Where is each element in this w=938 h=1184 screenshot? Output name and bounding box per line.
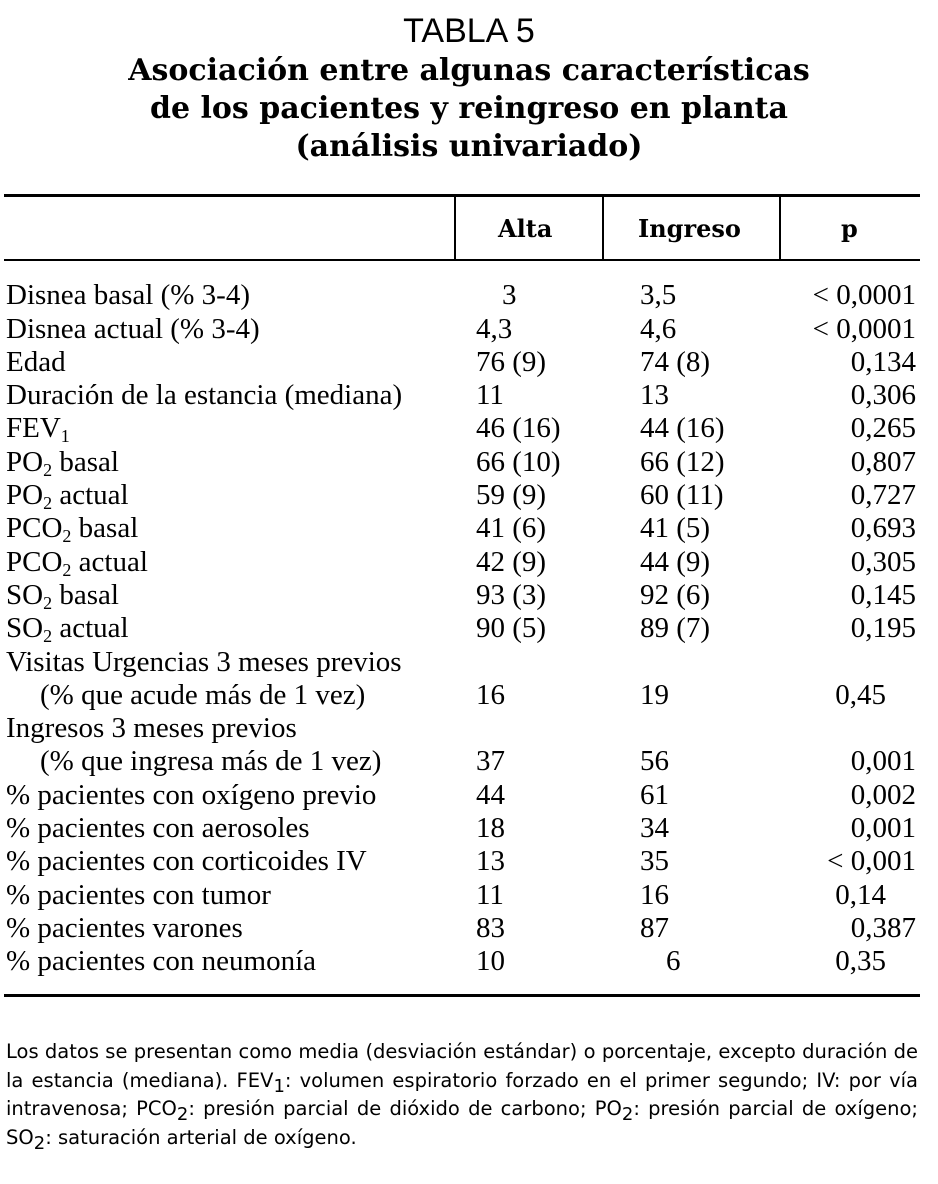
- row-label: $PO_2$ actual: [6, 479, 129, 514]
- header-divider-3: [779, 196, 781, 259]
- ingreso-value: 66 (12): [640, 445, 725, 478]
- p-value: 0,306: [850, 379, 916, 412]
- row-label: Visitas Urgencias 3 meses previos (% que acude más de 1 vez): [6, 645, 402, 711]
- table-row: [0, 445, 938, 478]
- p-value: < 0,0001: [812, 279, 916, 312]
- p-value: 0,001: [850, 812, 916, 845]
- alta-value: 42 (9): [476, 545, 547, 578]
- ingreso-value: 60 (11): [640, 479, 724, 512]
- alta-value: 90 (5): [476, 612, 547, 645]
- row-label: $FEV_1$: [6, 412, 70, 447]
- ingreso-value: 44 (16): [640, 412, 725, 445]
- p-value: 0,134: [850, 345, 916, 378]
- header-alta: Alta: [498, 214, 553, 243]
- alta-value: 11: [476, 379, 504, 412]
- header-divider-1: [454, 196, 456, 259]
- row-label: % pacientes varones: [6, 911, 243, 944]
- alta-value: 46 (16): [476, 412, 561, 445]
- ingreso-value: 16: [640, 878, 669, 911]
- alta-value: 18: [476, 812, 505, 845]
- ingreso-value: 6: [666, 945, 681, 978]
- alta-value: 11: [476, 878, 504, 911]
- table-row: [0, 845, 938, 878]
- row-label: Edad: [6, 345, 66, 378]
- table-bottom-rule: [4, 994, 920, 997]
- alta-value: 10: [476, 945, 505, 978]
- table-footnote: Los datos se presentan como media (desviación estándar) o porcentaje, excepto duración de la estancia (mediana). $FEV_1$: volumen espiratorio forzado en el primer segundo; IV: por vía intravenosa; $PCO_2$: presión parcial de dióxido de carbono; $PO_2$: presión parcial de oxígeno; $SO_2$: saturación arterial de oxígeno.: [6, 1040, 918, 1154]
- table-row: [0, 379, 938, 412]
- ingreso-value: 89 (7): [640, 612, 711, 645]
- alta-value: 83: [476, 911, 505, 944]
- table-row: [0, 579, 938, 612]
- table-row: [0, 479, 938, 512]
- alta-value: 76 (9): [476, 345, 547, 378]
- table-top-rule: [4, 194, 920, 197]
- table-title-line-2: de los pacientes y reingreso en planta: [150, 91, 788, 126]
- table-row: [0, 712, 938, 779]
- p-value: < 0,0001: [812, 312, 916, 345]
- table-row: [0, 612, 938, 645]
- ingreso-value: 56: [640, 745, 669, 778]
- ingreso-value: 74 (8): [640, 345, 711, 378]
- table-row: [0, 778, 938, 811]
- p-value: 0,002: [850, 778, 916, 811]
- ingreso-value: 87: [640, 911, 669, 944]
- table-title-block: [0, 10, 938, 166]
- row-label: % pacientes con aerosoles: [6, 812, 310, 845]
- ingreso-value: 35: [640, 845, 669, 878]
- table-row: [0, 545, 938, 578]
- p-value: 0,001: [850, 745, 916, 778]
- p-value: 0,14: [835, 878, 886, 911]
- p-value: 0,305: [850, 545, 916, 578]
- row-label: Disnea basal (% 3-4): [6, 279, 250, 312]
- p-value: 0,387: [850, 911, 916, 944]
- ingreso-value: 19: [640, 678, 669, 711]
- p-value: 0,265: [850, 412, 916, 445]
- table-body: [0, 279, 938, 978]
- alta-value: 66 (10): [476, 445, 561, 478]
- ingreso-value: 3,5: [640, 279, 677, 312]
- p-value: 0,35: [835, 945, 886, 978]
- p-value: < 0,001: [827, 845, 916, 878]
- table-row: [0, 512, 938, 545]
- alta-value: 4,3: [476, 312, 513, 345]
- ingreso-value: 92 (6): [640, 578, 711, 611]
- alta-value: 41 (6): [476, 512, 547, 545]
- row-label: $PCO_2$ basal: [6, 512, 139, 547]
- table-row: [0, 412, 938, 445]
- p-value: 0,195: [850, 612, 916, 645]
- alta-value: 44: [476, 778, 505, 811]
- alta-value: 93 (3): [476, 578, 547, 611]
- header-ingreso: Ingreso: [638, 214, 741, 243]
- row-label: % pacientes con corticoides IV: [6, 845, 367, 878]
- table-row: [0, 812, 938, 845]
- header-p: p: [841, 214, 858, 243]
- header-bottom-rule: [4, 259, 920, 261]
- row-label: Disnea actual (% 3-4): [6, 312, 260, 345]
- table-row: [0, 312, 938, 345]
- ingreso-value: 34: [640, 812, 669, 845]
- table-title-line-3: (análisis univariado): [295, 129, 643, 164]
- p-value: 0,145: [850, 578, 916, 611]
- row-label: $SO_2$ actual: [6, 612, 129, 647]
- alta-value: 37: [476, 745, 505, 778]
- row-label: $PO_2$ basal: [6, 445, 119, 480]
- p-value: 0,693: [850, 512, 916, 545]
- alta-value: 59 (9): [476, 479, 547, 512]
- header-divider-2: [602, 196, 604, 259]
- p-value: 0,727: [850, 479, 916, 512]
- ingreso-value: 44 (9): [640, 545, 711, 578]
- table-row: [0, 346, 938, 379]
- table-row: [0, 279, 938, 312]
- alta-value: 3: [502, 279, 517, 312]
- row-label: % pacientes con tumor: [6, 878, 271, 911]
- row-label: % pacientes con neumonía: [6, 945, 317, 978]
- ingreso-value: 13: [640, 379, 669, 412]
- row-label: Duración de la estancia (mediana): [6, 379, 403, 412]
- alta-value: 16: [476, 678, 505, 711]
- row-label: $PCO_2$ actual: [6, 545, 148, 580]
- ingreso-value: 61: [640, 778, 669, 811]
- table-row: [0, 912, 938, 945]
- row-label: Ingresos 3 meses previos (% que ingresa más de 1 vez): [6, 712, 382, 778]
- table-row: [0, 945, 938, 978]
- row-label: $SO_2$ basal: [6, 578, 119, 613]
- p-value: 0,807: [850, 445, 916, 478]
- table-number: TABLA 5: [403, 12, 535, 50]
- table-row: [0, 878, 938, 911]
- table-row: [0, 645, 938, 712]
- row-label: % pacientes con oxígeno previo: [6, 778, 377, 811]
- p-value: 0,45: [835, 678, 886, 711]
- ingreso-value: 41 (5): [640, 512, 711, 545]
- table-title-line-1: Asociación entre algunas características: [128, 53, 810, 88]
- alta-value: 13: [476, 845, 505, 878]
- ingreso-value: 4,6: [640, 312, 677, 345]
